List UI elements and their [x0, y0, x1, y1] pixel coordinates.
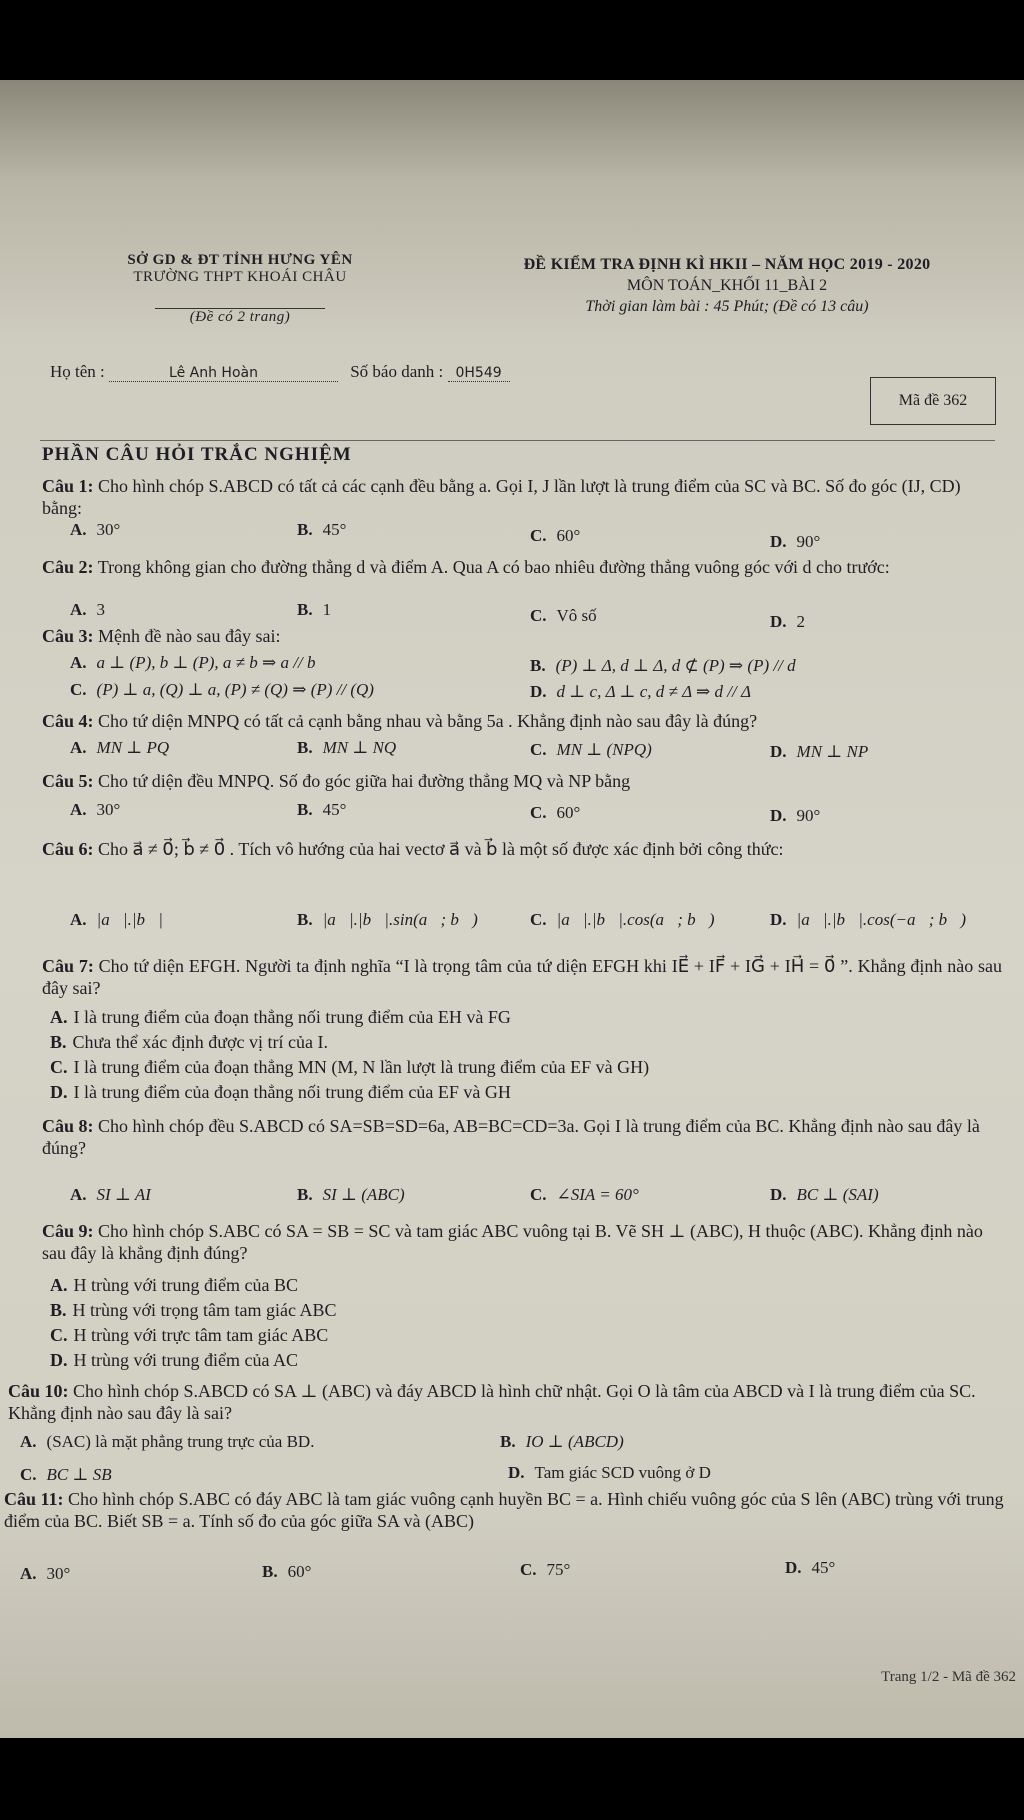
time-note: Thời gian làm bài : 45 Phút; (Đề có 13 câu) — [585, 298, 869, 315]
question-4: Câu 4: Cho tứ diện MNPQ có tất cả cạnh bằng nhau và bằng 5a . Khẳng định nào sau đây là đúng? — [42, 711, 758, 731]
school-name: TRƯỜNG THPT KHOÁI CHÂU — [133, 269, 347, 285]
exam-paper — [0, 80, 1024, 1738]
question-6: Câu 6: Cho a⃗ ≠ 0⃗; b⃗ ≠ 0⃗ . Tích vô hướng của hai vectơ a⃗ và b⃗ là một số được xác định bởi công thức: — [42, 839, 784, 859]
q6-option-d[interactable]: D. |a⃗|.|b⃗|.cos(−a⃗; b⃗) — [770, 910, 966, 929]
question-8: Câu 8: Cho hình chóp đều S.ABCD có SA=SB=SD=6a, AB=BC=CD=3a. Gọi I là trung điểm của BC. Khẳng định nào sau đây là đúng? — [42, 1116, 980, 1158]
q11-option-b[interactable]: B. 60° — [262, 1562, 312, 1581]
question-3: Câu 3: Mệnh đề nào sau đây sai: — [42, 626, 281, 646]
name-label: Họ tên : — [50, 362, 105, 381]
q2-option-a[interactable]: A. 3 — [70, 600, 106, 619]
question-7: Câu 7: Cho tứ diện EFGH. Người ta định nghĩa “I là trọng tâm của tứ diện EFGH khi IE⃗ + IF⃗ + IG⃗ + IH⃗ = 0⃗ ”. Khẳng định nào sau đây sai? — [42, 956, 1002, 998]
q3-option-a[interactable]: A. a ⊥ (P), b ⊥ (P), a ≠ b ⇒ a // b — [70, 653, 316, 672]
q4-option-d[interactable]: D. MN ⊥ NP — [770, 742, 869, 761]
name-value: Lê Anh Hoàn — [109, 365, 338, 382]
question-9: Câu 9: Cho hình chóp S.ABC có SA = SB = SC và tam giác ABC vuông tại B. Vẽ SH ⊥ (ABC), H thuộc (ABC). Khẳng định nào sau đây là khẳng định đúng? — [42, 1221, 983, 1263]
id-value: 0H549 — [448, 365, 510, 382]
q3-option-c[interactable]: C. (P) ⊥ a, (Q) ⊥ a, (P) ≠ (Q) ⇒ (P) // (Q) — [70, 680, 374, 699]
q8-option-d[interactable]: D. BC ⊥ (SAI) — [770, 1185, 879, 1204]
q10-option-b[interactable]: B. IO ⊥ (ABCD) — [500, 1432, 624, 1451]
q4-option-c[interactable]: C. MN ⊥ (NPQ) — [530, 740, 652, 759]
q10-option-a[interactable]: A. (SAC) là mặt phẳng trung trực của BD. — [20, 1432, 315, 1451]
q11-option-c[interactable]: C. 75° — [520, 1560, 571, 1579]
q6-option-a[interactable]: A. |a⃗|.|b⃗| — [70, 910, 163, 929]
q1-option-d[interactable]: D. 90° — [770, 532, 821, 551]
q10-option-c[interactable]: C. BC ⊥ SB — [20, 1465, 112, 1484]
id-label: Số báo danh : — [350, 362, 444, 381]
q3-option-d[interactable]: D. d ⊥ c, Δ ⊥ c, d ≠ Δ ⇒ d // Δ — [530, 682, 751, 701]
q7-options — [50, 1005, 649, 1105]
q8-option-c[interactable]: C. ∠SIA = 60° — [530, 1185, 639, 1204]
q6-option-c[interactable]: C. |a⃗|.|b⃗|.cos(a⃗; b⃗) — [530, 910, 715, 929]
section-divider — [40, 440, 995, 441]
question-5: Câu 5: Cho tứ diện đều MNPQ. Số đo góc giữa hai đường thẳng MQ và NP bằng — [42, 771, 631, 791]
exam-title: ĐỀ KIỂM TRA ĐỊNH KÌ HKII – NĂM HỌC 2019 - 2020 — [523, 256, 931, 273]
q3-option-b[interactable]: B. (P) ⊥ Δ, d ⊥ Δ, d ⊄ (P) ⇒ (P) // d — [530, 656, 796, 675]
q7-option-a[interactable]: A. I là trung điểm của đoạn thẳng nối trung điểm của EH và FG — [50, 1007, 511, 1027]
q9-option-a[interactable]: A. H trùng với trung điểm của BC — [50, 1275, 298, 1295]
header-left — [70, 252, 410, 326]
student-info — [50, 362, 510, 382]
q9-option-b[interactable]: B. H trùng với trọng tâm tam giác ABC — [50, 1300, 337, 1320]
q8-option-b[interactable]: B. SI ⊥ (ABC) — [297, 1185, 405, 1204]
q4-option-b[interactable]: B. MN ⊥ NQ — [297, 738, 397, 757]
q2-option-d[interactable]: D. 2 — [770, 612, 806, 631]
q7-option-c[interactable]: C. I là trung điểm của đoạn thẳng MN (M, N lần lượt là trung điểm của EF và GH) — [50, 1057, 650, 1077]
q10-option-d[interactable]: D. Tam giác SCD vuông ở D — [508, 1463, 711, 1482]
q5-option-a[interactable]: A. 30° — [70, 800, 121, 819]
q8-option-a[interactable]: A. SI ⊥ AI — [70, 1185, 151, 1204]
q5-option-d[interactable]: D. 90° — [770, 806, 821, 825]
q4-option-a[interactable]: A. MN ⊥ PQ — [70, 738, 170, 757]
q1-option-b[interactable]: B. 45° — [297, 520, 347, 539]
header-divider — [155, 308, 325, 309]
q7-option-b[interactable]: B. Chưa thể xác định được vị trí của I. — [50, 1032, 328, 1052]
question-11: Câu 11: Cho hình chóp S.ABC có đáy ABC là tam giác vuông cạnh huyền BC = a. Hình chiếu vuông góc của S lên (ABC) trùng với trung điểm của BC. Biết SB = a. Tính số đo của góc giữa SA và (ABC) — [4, 1489, 1004, 1531]
q9-options — [50, 1273, 337, 1373]
header-right — [452, 254, 1002, 317]
page-footer: Trang 1/2 - Mã đề 362 — [881, 1669, 1016, 1685]
q1-option-c[interactable]: C. 60° — [530, 526, 581, 545]
q11-option-a[interactable]: A. 30° — [20, 1564, 71, 1583]
q5-option-b[interactable]: B. 45° — [297, 800, 347, 819]
section-title: PHẦN CÂU HỎI TRẮC NGHIỆM — [42, 444, 352, 465]
question-10: Câu 10: Cho hình chóp S.ABCD có SA ⊥ (ABC) và đáy ABCD là hình chữ nhật. Gọi O là tâm của ABCD và I là trung điểm của SC. Khẳng định nào sau đây là sai? — [8, 1381, 976, 1423]
q11-option-d[interactable]: D. 45° — [785, 1558, 836, 1577]
q5-option-c[interactable]: C. 60° — [530, 803, 581, 822]
exam-code-box: Mã đề 362 — [870, 377, 996, 425]
q1-option-a[interactable]: A. 30° — [70, 520, 121, 539]
dept-name: SỞ GD & ĐT TỈNH HƯNG YÊN — [127, 252, 353, 268]
q2-option-b[interactable]: B. 1 — [297, 600, 332, 619]
q2-option-c[interactable]: C. Vô số — [530, 606, 597, 625]
question-2: Câu 2: Trong không gian cho đường thẳng d và điểm A. Qua A có bao nhiêu đường thẳng vuông góc với d cho trước: — [42, 557, 890, 577]
subject-line: MÔN TOÁN_KHỐI 11_BÀI 2 — [626, 277, 828, 294]
pages-note: (Đề có 2 trang) — [189, 309, 291, 325]
q9-option-c[interactable]: C. H trùng với trực tâm tam giác ABC — [50, 1325, 329, 1345]
question-1: Câu 1: Cho hình chóp S.ABCD có tất cả các cạnh đều bằng a. Gọi I, J lần lượt là trung điểm của SC và BC. Số đo góc (IJ, CD) bằng: — [42, 476, 961, 518]
q9-option-d[interactable]: D. H trùng với trung điểm của AC — [50, 1350, 298, 1370]
q6-option-b[interactable]: B. |a⃗|.|b⃗|.sin(a⃗; b⃗) — [297, 910, 478, 929]
q7-option-d[interactable]: D. I là trung điểm của đoạn thẳng nối trung điểm của EF và GH — [50, 1082, 511, 1102]
